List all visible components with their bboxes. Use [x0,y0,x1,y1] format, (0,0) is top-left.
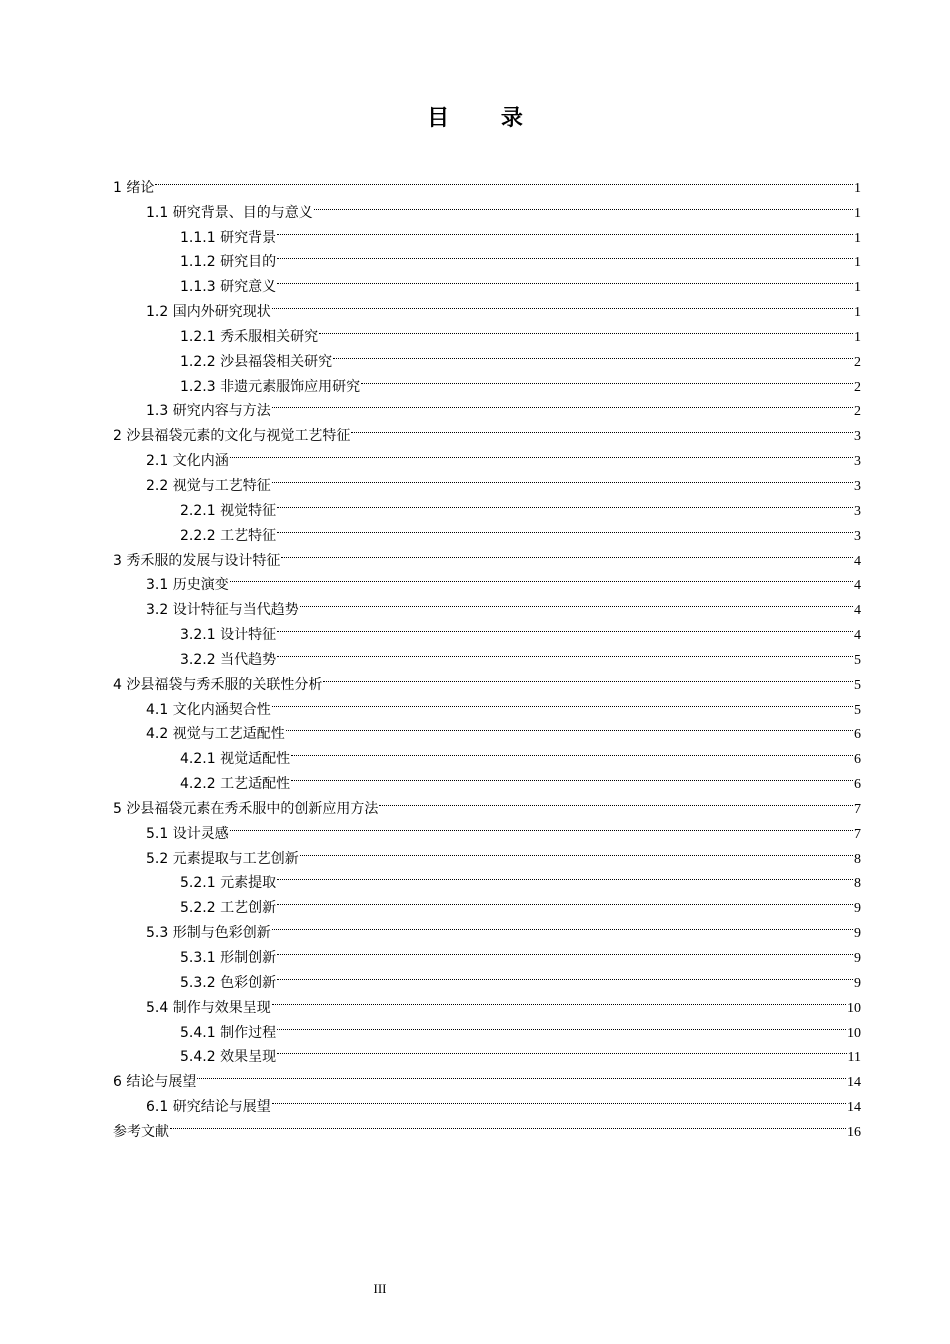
toc-entry-label: 6 结论与展望 [113,1074,197,1091]
dot-leader [360,366,854,391]
toc-entry-label: 1.2.3 非遗元素服饰应用研究 [180,378,361,395]
toc-entry-page-number: 3 [854,478,861,494]
dot-leader [378,788,854,813]
toc-entry-page-number: 16 [847,1124,861,1140]
toc-entry[interactable] [113,192,861,221]
toc-entry-label: 5.4.2 效果呈现 [180,1049,277,1066]
toc-entry-page-number: 1 [854,205,861,221]
toc-entry-label: 5.3.2 色彩创新 [180,974,277,991]
toc-entry-page-number: 5 [854,702,861,718]
toc-entry-page-number: 7 [854,826,861,842]
toc-entry-page-number: 1 [854,255,861,271]
toc-entry-label: 5.3.1 形制创新 [180,950,277,966]
toc-entry-label: 4 沙县福袋与秀禾服的关联性分析 [113,676,323,693]
toc-entry-page-number: 3 [854,454,861,470]
toc-entry[interactable] [113,167,861,196]
toc-entry-label: 3.2.1 设计特征 [180,627,277,644]
toc-entry-label: 1.1 研究背景、目的与意义 [146,204,313,221]
toc-entry-page-number: 1 [854,180,861,196]
dot-leader [332,341,854,366]
toc-entry-label: 5.2.2 工艺创新 [180,900,277,917]
dot-leader [229,565,854,590]
toc-entry-label: 1.3 研究内容与方法 [146,403,271,420]
dot-leader [276,217,854,242]
dot-leader [285,714,854,739]
dot-leader [350,415,854,440]
toc-entry-page-number: 14 [847,1075,861,1091]
dot-leader [271,391,854,416]
toc-entry-page-number: 9 [854,926,861,942]
toc-entry-page-number: 9 [854,975,861,991]
toc-entry-label: 5.3 形制与色彩创新 [146,925,271,942]
dot-leader [276,242,854,267]
toc-entry-page-number: 8 [854,876,861,892]
dot-leader [276,639,854,664]
toc-entry-label: 6.1 研究结论与展望 [146,1099,271,1116]
toc-entry-label: 1 绪论 [113,179,155,196]
toc-entry-label: 2.2.2 工艺特征 [180,527,277,544]
page-title: 目 录 [427,106,545,131]
toc-entry-page-number: 6 [854,727,861,743]
toc-entry-page-number: 9 [854,951,861,966]
dot-leader [280,540,854,565]
dot-leader [271,987,847,1012]
toc-entry-label: 4.2.1 视觉适配性 [180,751,291,768]
toc-entry-page-number: 6 [854,777,861,793]
toc-entry[interactable] [113,1061,861,1091]
dot-leader [276,614,854,639]
toc-entry-label: 1.1.1 研究背景 [180,229,277,246]
dot-leader [276,962,854,987]
dot-leader [299,838,854,863]
toc-entry-label: 1.1.3 研究意义 [180,279,277,296]
page-number-footer: III [373,1281,387,1296]
toc-entry-page-number: 1 [854,305,861,321]
toc-entry-page-number: 2 [854,404,861,420]
dot-leader [271,465,854,490]
toc-entry-label: 3.1 历史演变 [146,577,229,594]
toc-entry-label: 4.2 视觉与工艺适配性 [146,726,285,743]
dot-leader [276,1012,847,1037]
toc-entry-page-number: 1 [854,329,861,345]
dot-leader [276,515,854,540]
toc-entry-page-number: 5 [854,677,861,693]
dot-leader [313,192,854,217]
toc-entry-label: 3.2.2 当代趋势 [180,651,277,668]
toc-entry-page-number: 4 [854,553,861,569]
toc-entry-page-number: 10 [847,1025,861,1041]
toc-entry-label: 2.1 文化内涵 [146,453,229,470]
toc-entry-page-number: 4 [854,603,861,619]
toc-entry-label: 5.2 元素提取与工艺创新 [146,850,299,867]
toc-entry-label: 2.2.1 视觉特征 [180,502,277,519]
toc-entry-page-number: 4 [854,578,861,594]
toc-entry-page-number: 1 [854,230,861,246]
toc-entry-page-number: 8 [854,851,861,867]
toc-entry-label: 1.2 国内外研究现状 [146,304,271,321]
dot-leader [322,664,854,689]
toc-entry-label: 5.4 制作与效果呈现 [146,999,271,1016]
dot-leader [276,266,854,291]
toc-entry-page-number: 11 [847,1050,861,1066]
toc-entry-page-number: 3 [854,429,861,445]
toc-entry-label: 参考文献 [113,1123,169,1140]
dot-leader [276,1037,847,1062]
toc-entry-label: 5.2.1 元素提取 [180,875,277,892]
toc-entry-label: 5 沙县福袋元素在秀禾服中的创新应用方法 [113,800,379,817]
toc-entry-label: 3.2 设计特征与当代趋势 [146,602,299,619]
toc-entry-page-number: 9 [854,901,861,917]
toc-entry[interactable] [113,1111,861,1140]
toc-entry-page-number: 2 [854,354,861,370]
toc-entry-page-number: 10 [847,1000,861,1016]
toc-entry-page-number: 5 [854,652,861,668]
dot-leader [271,689,854,714]
dot-leader [154,167,854,192]
toc-entry-label: 3 秀禾服的发展与设计特征 [113,552,281,569]
toc-entry-label: 2.2 视觉与工艺特征 [146,477,271,494]
toc-entry-page-number: 3 [854,528,861,544]
toc-entry-page-number: 3 [854,503,861,519]
toc-entry[interactable] [113,1086,861,1116]
dot-leader [229,440,854,465]
toc-entry-page-number: 2 [854,379,861,395]
dot-leader [196,1061,847,1086]
table-of-contents [113,167,861,1140]
dot-leader [299,589,854,614]
toc-entry-page-number: 7 [854,801,861,817]
toc-entry-label: 1.1.2 研究目的 [180,254,277,271]
dot-leader [290,738,854,763]
toc-entry-page-number: 1 [854,280,861,296]
dot-leader [290,763,854,788]
dot-leader [271,912,854,937]
toc-entry-page-number: 6 [854,752,861,768]
dot-leader [276,937,854,962]
toc-entry-label: 5.4.1 制作过程 [180,1024,277,1041]
dot-leader [229,813,854,838]
toc-entry-label: 1.2.2 沙县福袋相关研究 [180,353,333,370]
toc-entry-label: 2 沙县福袋元素的文化与视觉工艺特征 [113,428,351,445]
dot-leader [271,1086,847,1111]
toc-entry-label: 4.2.2 工艺适配性 [180,776,291,793]
toc-entry-label: 1.2.1 秀禾服相关研究 [180,328,319,345]
dot-leader [276,887,854,912]
toc-entry-label: 4.1 文化内涵契合性 [146,701,271,718]
toc-entry-page-number: 4 [854,628,861,644]
dot-leader [318,316,854,341]
dot-leader [271,291,854,316]
toc-entry-label: 5.1 设计灵感 [146,825,229,842]
dot-leader [276,863,854,888]
dot-leader [169,1111,847,1136]
toc-entry-page-number: 14 [847,1100,861,1116]
dot-leader [276,490,854,515]
